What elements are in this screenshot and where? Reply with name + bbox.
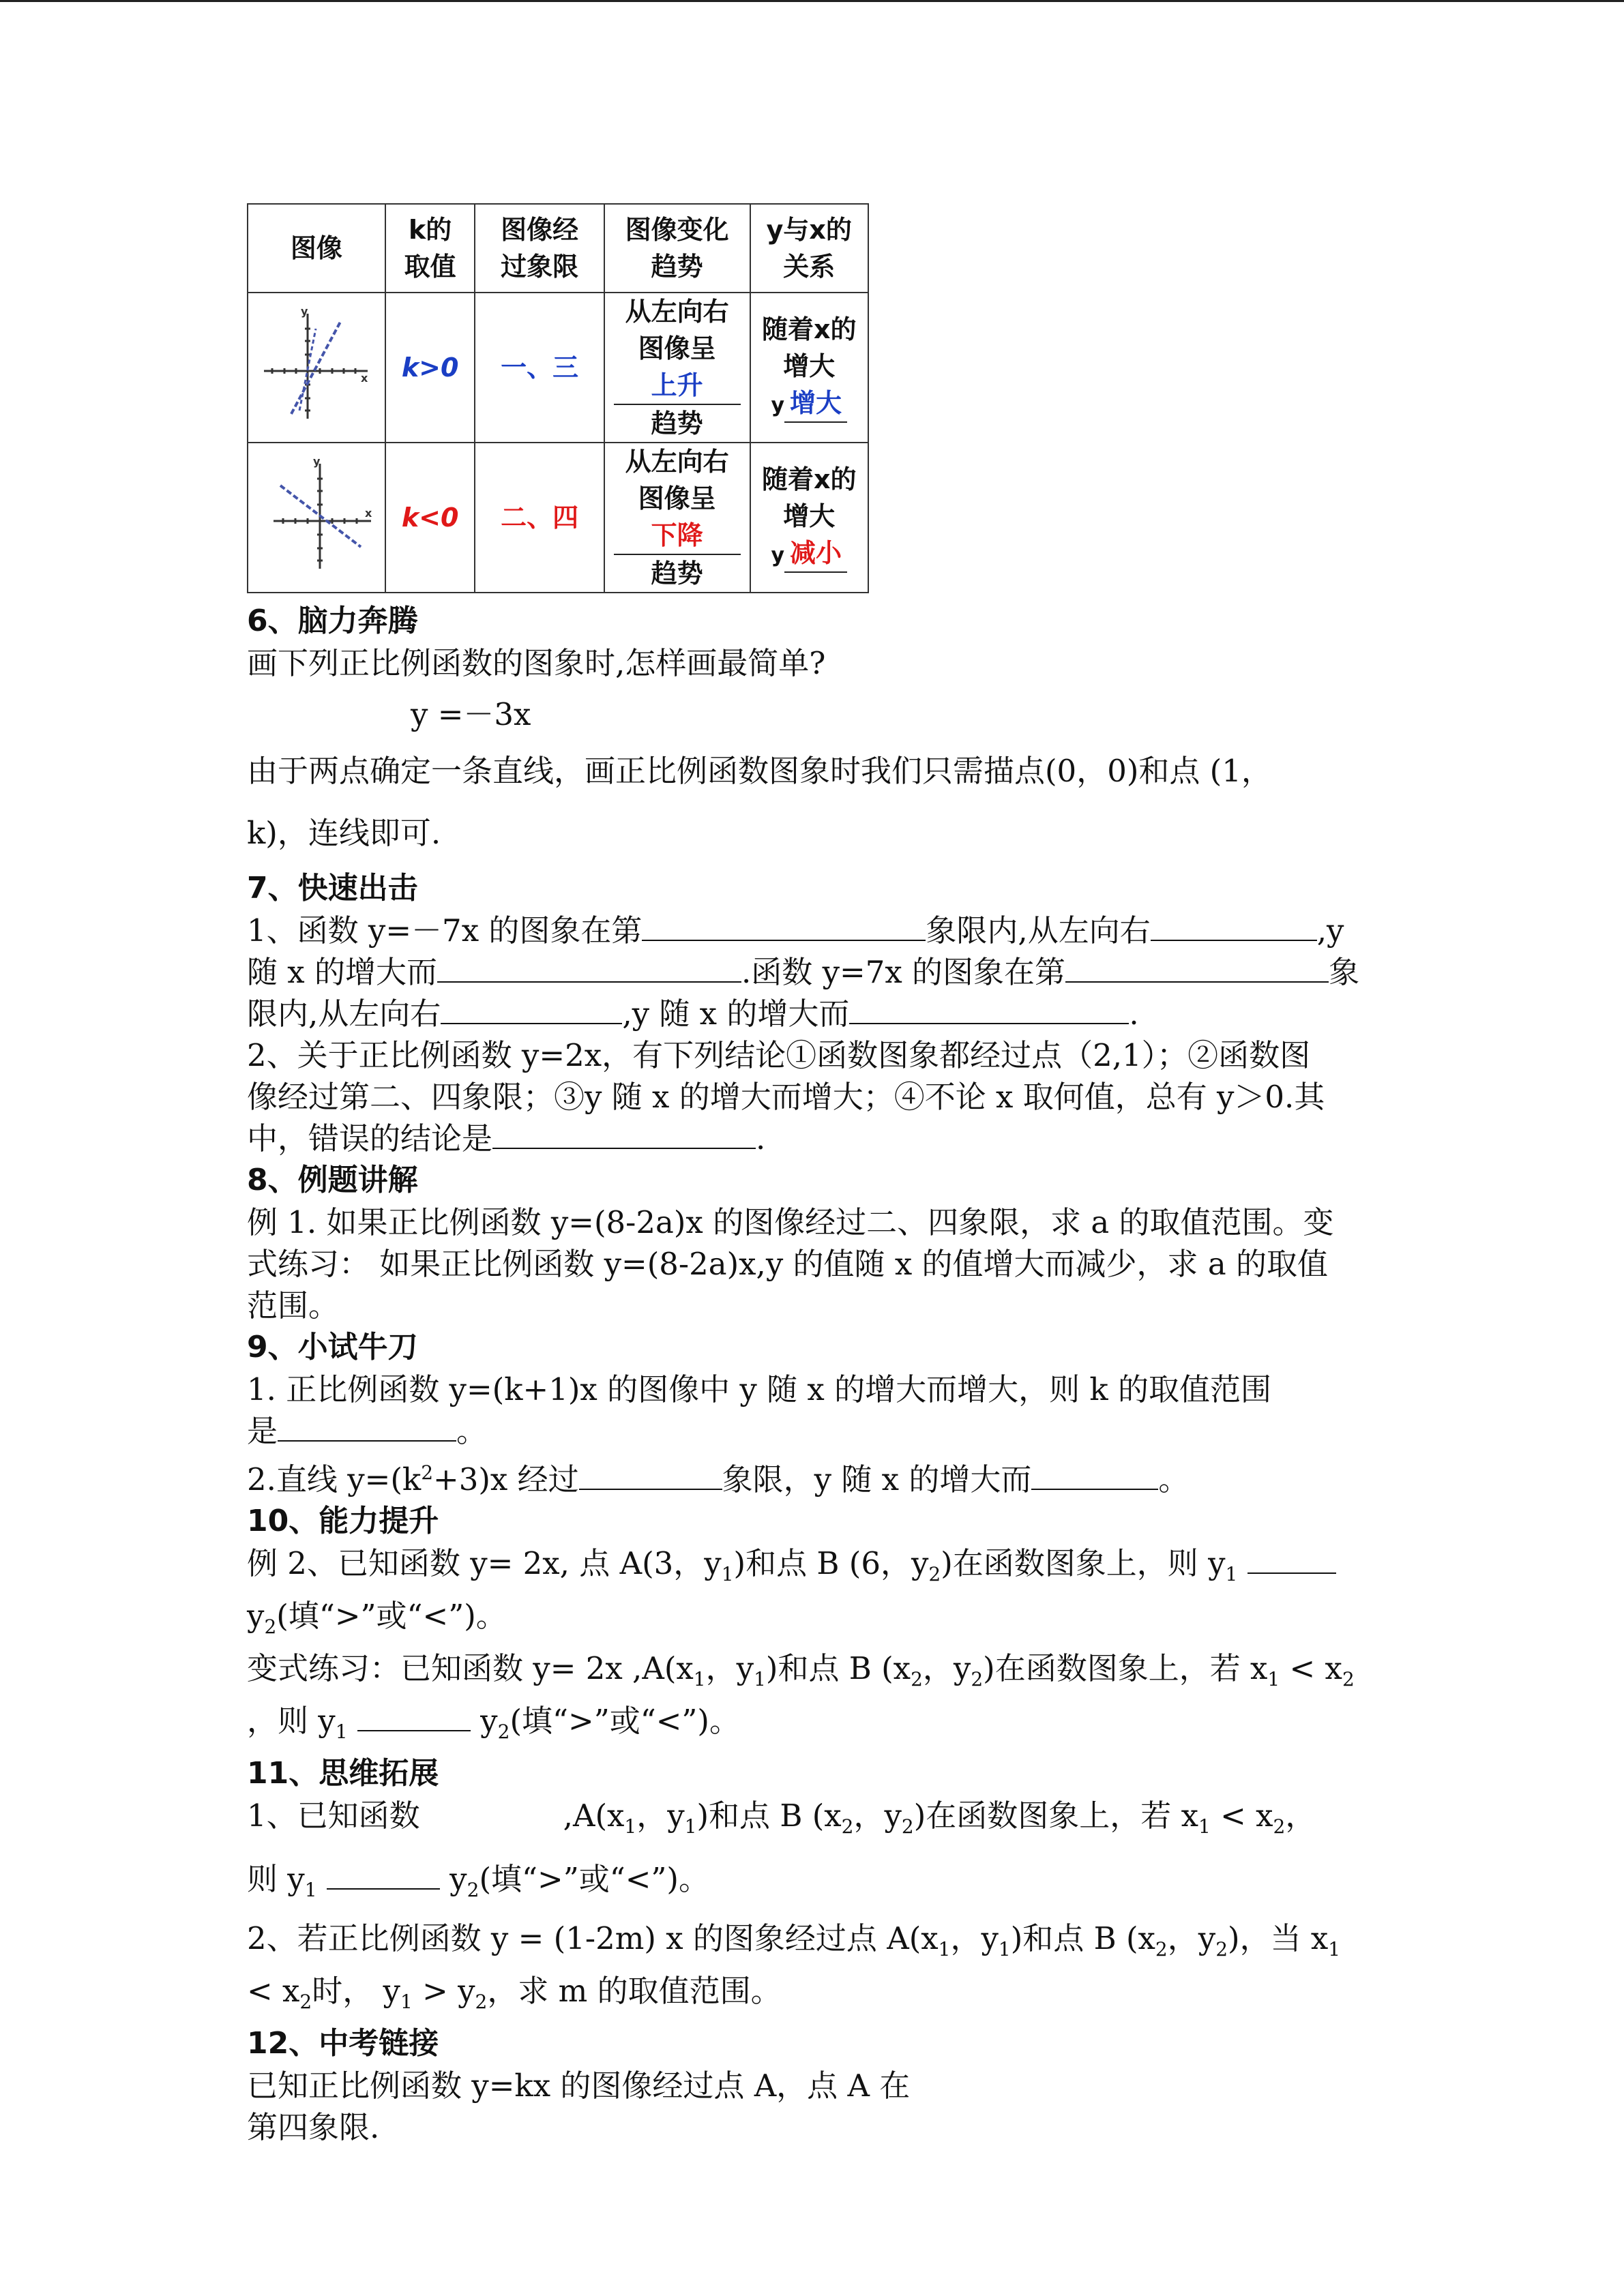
answer-blank[interactable] — [1065, 954, 1329, 983]
section-9-line: 是 。 — [247, 1413, 488, 1449]
answer-blank[interactable] — [579, 1461, 722, 1490]
header-cell-k: k的 取值 — [385, 204, 475, 293]
section-11-heading: 11、思维拓展 — [247, 1756, 439, 1791]
increasing-line-graph — [259, 301, 374, 424]
section-8-line: 范围。 — [247, 1287, 340, 1324]
relation-cell: 随着x的 增大 y 减小 — [750, 443, 869, 593]
trend-cell: 从左向右 图像呈 上升 趋势 — [604, 293, 750, 443]
section-7-line: 随 x 的增大而 .函数 y=7x 的图象在第 象 — [247, 954, 1360, 990]
section-11-line: 则 $y_1$ $y_2$(填“>”或“<”)。 — [247, 1861, 709, 1901]
answer-blank[interactable] — [327, 1861, 440, 1890]
answer-blank[interactable] — [1031, 1461, 1158, 1490]
proportional-function-table — [247, 203, 869, 593]
section-7-heading: 7、快速出击 — [247, 871, 418, 906]
section-6-question: 画下列正比例函数的图象时,怎样画最简单? — [247, 645, 826, 681]
section-6-answer-line-1: 由于两点确定一条直线，画正比例函数图象时我们只需描点(0，0)和点 (1， — [247, 753, 1272, 789]
graph-cell — [248, 293, 385, 443]
section-7-line: 限内,从左向右 ,y 随 x 的增大而 . — [247, 996, 1139, 1032]
section-12-line: 第四象限. — [247, 2109, 380, 2145]
section-6-heading: 6、脑力奔腾 — [247, 603, 418, 638]
table-header-row — [248, 204, 868, 293]
answer-blank[interactable] — [1247, 1545, 1336, 1574]
page-top-border — [0, 0, 1624, 2]
answer-blank[interactable] — [849, 996, 1129, 1024]
svg-text:x: x — [360, 372, 368, 385]
k-positive: k>0 — [401, 353, 459, 383]
section-7-line: 中，错误的结论是 . — [247, 1120, 766, 1157]
section-10-heading: 10、能力提升 — [247, 1504, 439, 1538]
answer-blank[interactable] — [437, 954, 741, 983]
header-cell-graph: 图像 — [248, 204, 385, 293]
section-9-line: 2.直线 $y=(k^2+3)x$ 经过 象限，y 随 x 的增大而 。 — [247, 1461, 1190, 1497]
header-cell-trend: 图像变化 趋势 — [604, 204, 750, 293]
svg-text:x: x — [364, 507, 372, 520]
svg-text:y: y — [312, 455, 321, 468]
quadrant-cell — [475, 293, 604, 443]
trend-rising: 上升 — [614, 367, 741, 405]
table-row — [248, 293, 868, 443]
section-8-line: 例 1. 如果正比例函数 y=(8-2a)x 的图像经过二、四象限，求 a 的取值范围。变 — [247, 1204, 1334, 1240]
section-9-line: 1. 正比例函数 y=(k+1)x 的图像中 y 随 x 的增大而增大，则 k 的取值范围 — [247, 1371, 1271, 1407]
answer-blank[interactable] — [1151, 912, 1317, 941]
decreasing-line-graph — [259, 451, 374, 574]
section-12-heading: 12、中考链接 — [247, 2026, 439, 2061]
trend-falling: 下降 — [614, 517, 741, 555]
relation-cell: 随着x的 增大 y 增大 — [750, 293, 869, 443]
quadrant-one-three: 一、三 — [501, 353, 579, 383]
section-8-heading: 8、例题讲解 — [247, 1163, 418, 1197]
section-9-heading: 9、小试牛刀 — [247, 1330, 418, 1365]
section-11-line: < $x_2$时， $y_1 > y_2$，求 m 的取值范围。 — [247, 1973, 782, 2013]
section-6-answer-line-2: k)，连线即可. — [247, 815, 441, 851]
quadrant-cell — [475, 443, 604, 593]
section-11-line: 2、若正比例函数 y = (1-2m) x 的图象经过点 $A(x_1$，$y_1$)和点 B ($x_2$，$y_2$)，当 $x_1$ — [247, 1920, 1341, 1960]
section-12-line: 已知正比例函数 y=kx 的图像经过点 A，点 A 在 — [247, 2068, 911, 2104]
k-negative: k<0 — [401, 503, 459, 533]
section-10-line: 例 2、已知函数 y= 2x, 点 A(3，$y_1$)和点 B (6，$y_2$)在函数图象上，则 $y_1$ — [247, 1542, 1379, 1595]
section-7-line: 2、关于正比例函数 y=2x，有下列结论①函数图象都经过点（2,1）；②函数图 — [247, 1037, 1311, 1073]
document-body — [247, 203, 1379, 2148]
header-cell-quadrant: 图像经 过象限 — [475, 204, 604, 293]
section-10-line: $y_2$(填“>”或“<”)。 — [247, 1598, 507, 1638]
answer-blank[interactable] — [441, 996, 622, 1024]
formula: y =－3x — [411, 696, 531, 732]
relation-decrease: 减小 — [784, 535, 847, 573]
answer-blank[interactable] — [642, 912, 926, 941]
quadrant-two-four: 二、四 — [501, 503, 579, 533]
answer-blank[interactable] — [357, 1703, 471, 1731]
answer-blank[interactable] — [278, 1413, 456, 1442]
k-value-cell — [385, 443, 475, 593]
section-11-line: 1、已知函数 $,A(x_1$，$y_1$)和点 B ($x_2$，$y_2$)在函数图象上，若 $x_1 < x_2$， — [247, 1798, 1316, 1838]
relation-increase: 增大 — [784, 385, 847, 423]
graph-cell — [248, 443, 385, 593]
section-8-line: 式练习： 如果正比例函数 y=(8-2a)x,y 的值随 x 的值增大而减少，求 a 的取值 — [247, 1246, 1328, 1282]
answer-blank[interactable] — [492, 1120, 756, 1149]
section-10-line: 变式练习：已知函数 y= 2x $,A(x_1$，$y_1$)和点 B ($x_2$，$y_2$)在函数图象上，若 $x_1 < x_2$ — [247, 1650, 1355, 1690]
table-row — [248, 443, 868, 593]
section-7-line: 像经过第二、四象限；③y 随 x 的增大而增大；④不论 x 取何值，总有 y＞0.其 — [247, 1079, 1325, 1115]
k-value-cell — [385, 293, 475, 443]
section-10-line: ，则 $y_1$ $y_2$(填“>”或“<”)。 — [247, 1703, 740, 1743]
trend-cell: 从左向右 图像呈 下降 趋势 — [604, 443, 750, 593]
header-cell-relation: y与x的 关系 — [750, 204, 869, 293]
svg-text:y: y — [300, 305, 308, 318]
section-7-line: 1、函数 y=－7x 的图象在第 象限内,从左向右 ,y — [247, 912, 1344, 949]
